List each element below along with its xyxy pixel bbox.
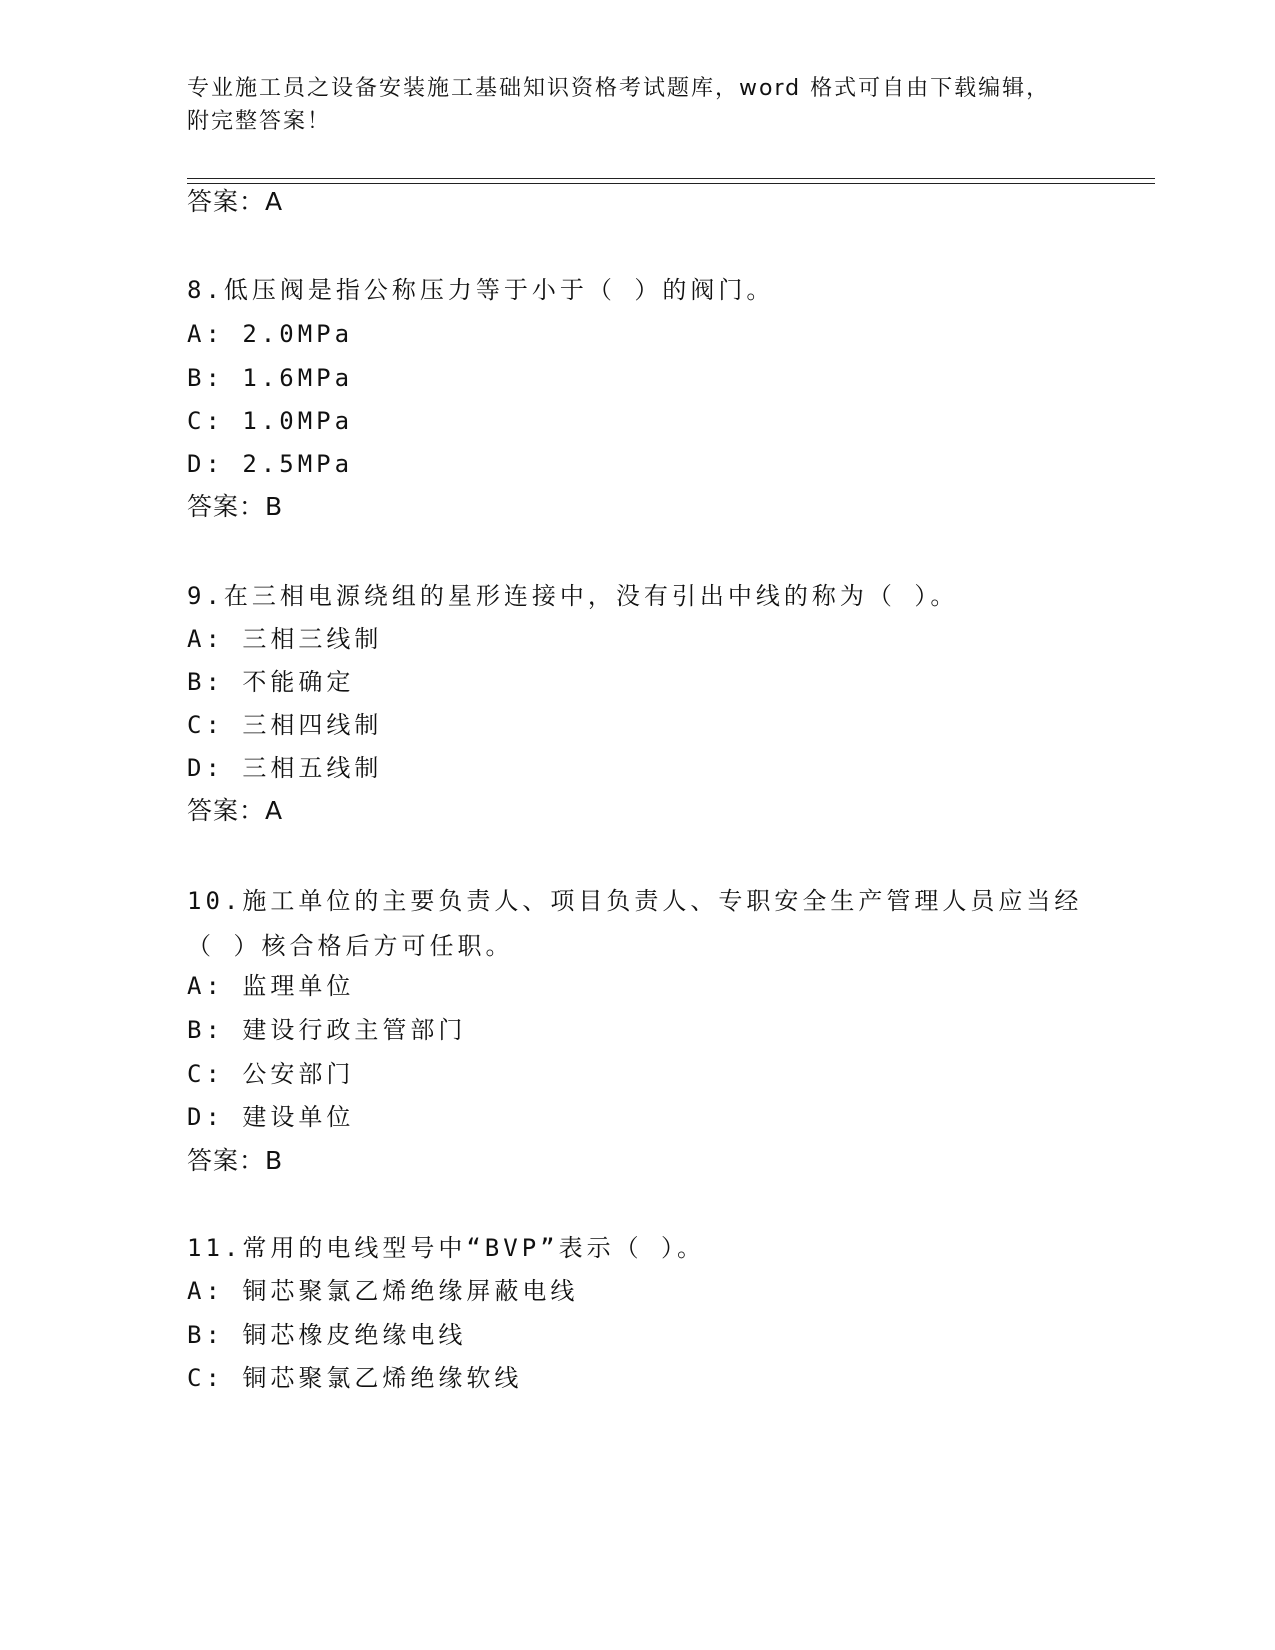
question-9-option-c: C: 三相四线制 [187,711,383,739]
answer-q7: 答案：A [187,187,284,216]
answer-q9: 答案：A [187,796,284,825]
answer-q10: 答案：B [187,1146,284,1175]
question-8-option-a: A: 2.0MPa [187,320,354,348]
answer-q8: 答案：B [187,492,284,521]
question-9-option-a: A: 三相三线制 [187,625,383,653]
question-9-option-b: B: 不能确定 [187,668,355,696]
question-10-option-d: D: 建设单位 [187,1103,355,1131]
question-11-option-c: C: 铜芯聚氯乙烯绝缘软线 [187,1364,523,1392]
question-11-option-a: A: 铜芯聚氯乙烯绝缘屏蔽电线 [187,1277,579,1305]
question-8-option-d: D: 2.5MPa [187,450,354,478]
question-9-option-d: D: 三相五线制 [187,754,383,782]
header-divider-bottom [187,183,1155,184]
question-10-option-c: C: 公安部门 [187,1060,355,1088]
question-8-stem: 8.低压阀是指公称压力等于小于（ ）的阀门。 [187,276,775,304]
header-divider-top [187,178,1155,179]
document-header: 专业施工员之设备安装施工基础知识资格考试题库，word 格式可自由下载编辑，附完整答案！ [187,76,1051,134]
question-11-option-b: B: 铜芯橡皮绝缘电线 [187,1321,467,1349]
question-10-option-b: B: 建设行政主管部门 [187,1016,467,1044]
question-8-option-b: B: 1.6MPa [187,364,354,392]
question-11-stem: 11.常用的电线型号中“BVP”表示（ ）。 [187,1234,706,1262]
question-8-option-c: C: 1.0MPa [187,407,354,435]
question-10-stem: 10.施工单位的主要负责人、项目负责人、专职安全生产管理人员应当经（ ）核合格后方可任职。 [187,887,1083,960]
question-10-option-a: A: 监理单位 [187,972,355,1000]
question-9-stem: 9.在三相电源绕组的星形连接中，没有引出中线的称为（ ）。 [187,582,959,610]
